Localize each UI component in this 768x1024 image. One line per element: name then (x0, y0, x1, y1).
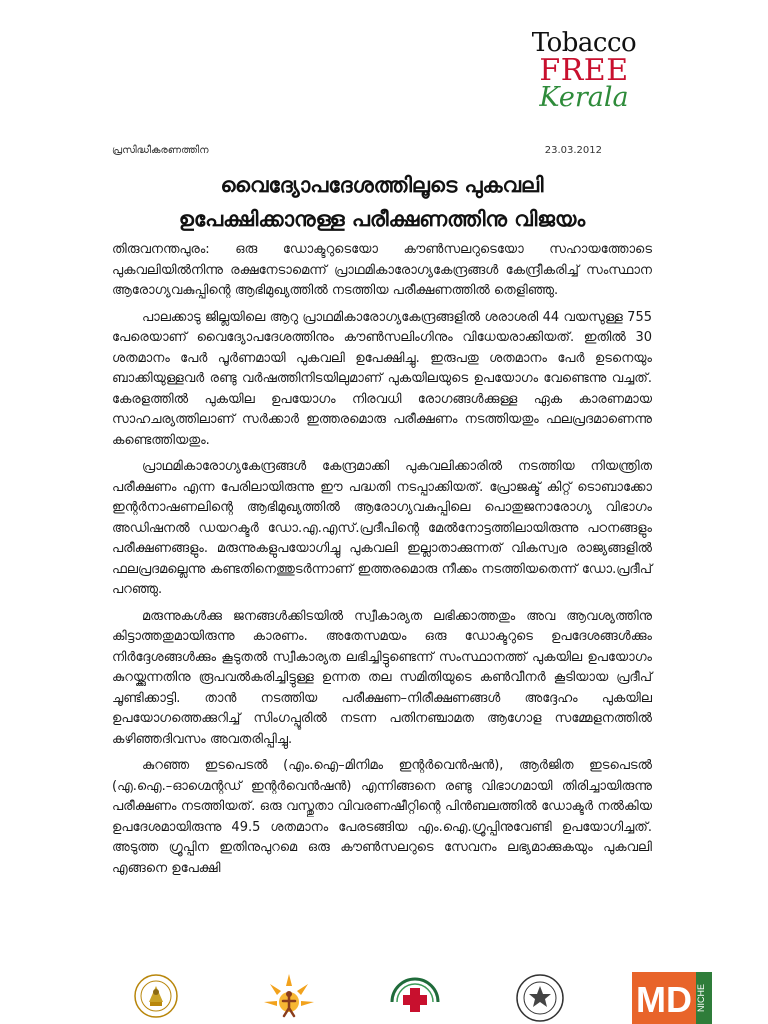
press-release-label: പ്രസിദ്ധീകരണത്തിന (112, 145, 209, 156)
kerala-voluntary-health-services-icon (388, 972, 442, 1022)
paragraph-3: പ്രാഥമികാരോഗ്യകേന്ദ്രങ്ങൾ കേന്ദ്രമാക്കി പുകവലിക്കാരിൽ നടത്തിയ നിയന്ത്രിത പരീക്ഷണം എന്ന പേരിലായിരുന്നു ഈ പദ്ധതി നടപ്പാക്കിയത്. പ്രോജക്ട് കിറ്റ് ടൊബാക്കോ ഇന്റർനാഷണലിന്റെ ആഭിമുഖ്യത്തിൽ ആരോഗ്യവകുപ്പിലെ പൊതുജനാരോഗ്യ വിഭാഗം അഡിഷനൽ ഡയറക്ടർ ഡോ.എ.എസ്.പ്രദീപിന്റെ മേൽനോട്ടത്തിലായിരുന്നു പഠനങ്ങളും പരീക്ഷണങ്ങളും. മരുന്നുകളുപയോഗിച്ചു പുകവലി ഇല്ലാതാക്കുന്നത് വികസ്വര രാജ്യങ്ങളിൽ ഫലപ്രദമല്ലെന്നു കണ്ടതിനെത്തുടർന്നാണ് ഇത്തരമൊരു നീക്കം നടത്തിയതെന്ന് ഡോ.പ്രദീപ് പറഞ്ഞു. (112, 459, 652, 597)
kerala-government-seal-icon (132, 972, 180, 1020)
logo-line-tobacco: Tobacco (531, 28, 637, 58)
logo-line-free: FREE (539, 53, 629, 88)
article-body (112, 240, 652, 885)
paragraph-5: കുറഞ്ഞ ഇടപെടൽ (എം.ഐ–മിനിമം ഇന്റർവെൻഷൻ), ആർജിത ഇടപെടൽ (എ.ഐ.–ഓഗ്മെന്റഡ് ഇന്റർവെൻഷൻ) എന്നിങ്ങനെ രണ്ടു വിഭാഗമായി തിരിച്ചായിരുന്നു പരീക്ഷണം നടത്തിയത്. ഒരു വസ്തുതാ വിവരണഷീറ്റിന്റെ പിൻബലത്തിൽ ഡോക്ടർ നൽകിയ ഉപദേശമായിരുന്നു 49.5 ശതമാനം പേരടങ്ങിയ എം.ഐ.ഗ്രൂപ്പിനുവേണ്ടി ഉപയോഗിച്ചത്. അടുത്ത ഗ്രൂപ്പിന ഇതിനുപുറമെ ഒരു കൗൺസലറുടെ സേവനം ലഭ്യമാക്കുകയും പുകവലി എങ്ങനെ ഉപേക്ഷി (112, 758, 652, 876)
footer-logos (0, 972, 768, 1024)
sun-figure-emblem-icon (262, 972, 316, 1022)
md-niche-logo-icon (632, 972, 712, 1024)
article-title (112, 168, 652, 236)
malabar-cancer-centre-icon (514, 972, 566, 1024)
title-line-1: വൈദ്യോപദേശത്തിലൂടെ പുകവലി (220, 173, 544, 197)
title-line-2: ഉപേക്ഷിക്കാനുള്ള പരീക്ഷണത്തിനു വിജയം (178, 207, 586, 231)
paragraph-2: പാലക്കാടു ജില്ലയിലെ ആറു പ്രാഥമികാരോഗ്യകേന്ദ്രങ്ങളിൽ ശരാശരി 44 വയസുള്ള 755 പേരെയാണ് വൈദ്യോപദേശത്തിനും കൗൺസലിംഗിനും വിധേയരാക്കിയത്. ഇതിൽ 30 ശതമാനം പേർ പൂർണമായി പുകവലി ഉപേക്ഷിച്ചു. ഇരുപതു ശതമാനം പേർ ഉടനെയും ബാക്കിയുള്ളവർ രണ്ടു വർഷത്തിനിടയിലുമാണ് പുകയിലയുടെ ഉപയോഗം വേണ്ടെന്നു വച്ചത്. കേരളത്തിൽ പുകയില ഉപയോഗം നിരവധി രോഗങ്ങൾക്കുള്ള ഏക കാരണമായ സാഹചര്യത്തിലാണ് സർക്കാർ ഇത്തരമൊരു പരീക്ഷണം നടത്തിയതും ഫലപ്രദമാണെന്നു കണ്ടെത്തിയതും. (112, 309, 652, 448)
tobacco-free-kerala-logo (526, 30, 642, 111)
logo-line-kerala: Kerala (539, 82, 629, 113)
release-date: 23.03.2012 (544, 145, 602, 156)
md-text: MD (636, 979, 692, 1020)
press-release-header (112, 145, 602, 156)
niche-text: NICHE (696, 983, 706, 1013)
paragraph-4: മരുന്നുകൾക്കു ജനങ്ങൾക്കിടയിൽ സ്വീകാര്യത ലഭിക്കാത്തതും അവ ആവശ്യത്തിനു കിട്ടാത്തതുമായിരുന്നു കാരണം. അതേസമയം ഒരു ഡോക്ടറുടെ ഉപദേശങ്ങൾക്കും നിർദ്ദേശങ്ങൾക്കും കൂടുതൽ സ്വീകാര്യത ലഭിച്ചിട്ടുണ്ടെന്ന് സംസ്ഥാനത്ത് പുകയില ഉപയോഗം കുറയ്ക്കുന്നതിനു രൂപവൽകരിച്ചിട്ടുള്ള ഉന്നത തല സമിതിയുടെ കൺവീനർ കൂടിയായ പ്രദീപ് ചൂണ്ടിക്കാട്ടി. താൻ നടത്തിയ പരീക്ഷണ–നിരീക്ഷണങ്ങൾ അദ്ദേഹം പുകയില ഉപയോഗത്തെക്കുറിച്ച് സിംഗപ്പൂരിൽ നടന്ന പതിനഞ്ചാമത ആഗോള സമ്മേളനത്തിൽ കഴിഞ്ഞദിവസം അവതരിപ്പിച്ചു. (112, 608, 652, 747)
paragraph-1: തിരുവനന്തപുരം: ഒരു ഡോക്ടറുടെയോ കൗൺസലറുടെയോ സഹായത്തോടെ പുകവലിയിൽനിന്നു രക്ഷനേടാമെന്ന് പ്രാഥമികാരോഗ്യകേന്ദ്രങ്ങൾ കേന്ദ്രീകരിച്ച് സംസ്ഥാന ആരോഗ്യവകുപ്പിന്റെ ആഭിമുഖ്യത്തിൽ നടത്തിയ പരീക്ഷണത്തിൽ തെളിഞ്ഞു. (112, 242, 652, 298)
